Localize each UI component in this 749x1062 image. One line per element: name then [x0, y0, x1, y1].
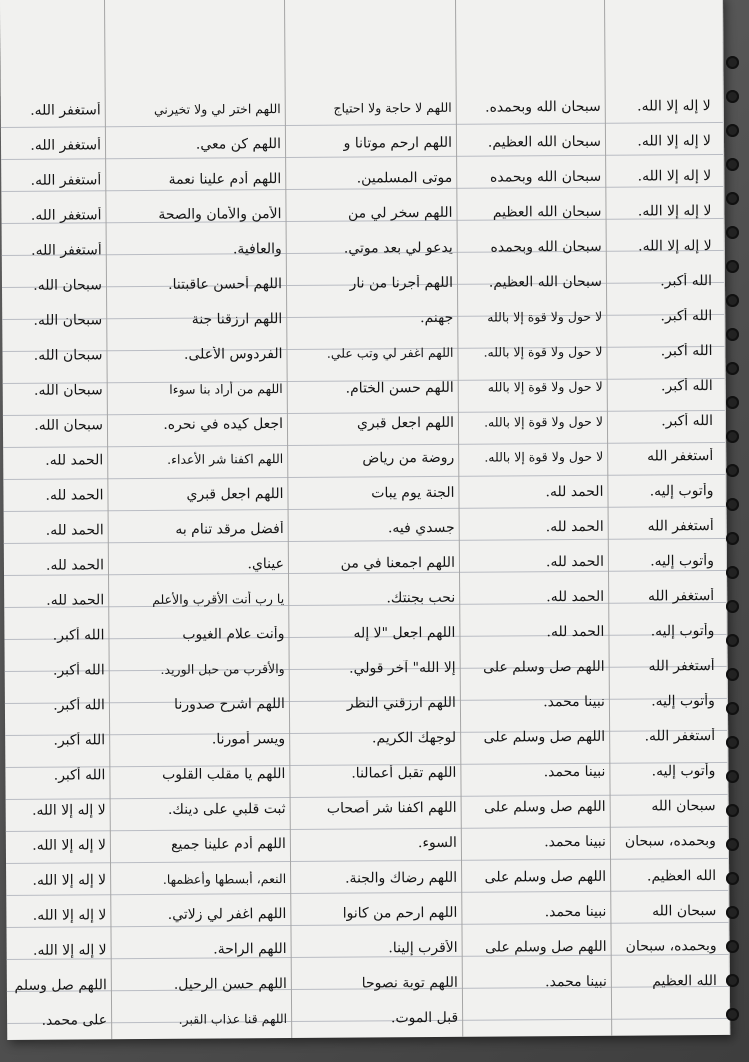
col3-line: اللهم أجرنا من نار	[349, 274, 454, 292]
binding-hole	[726, 532, 739, 545]
col1-line: الله أكبر.	[661, 413, 714, 430]
col2-line: سبحان الله وبحمده	[490, 238, 602, 256]
col5-line: الله أكبر.	[53, 732, 106, 749]
column-duas-a	[284, 0, 462, 1038]
col2-line: نبينا محمد.	[545, 973, 607, 991]
binding-hole	[726, 668, 739, 681]
col4-line: اللهم أدم علينا جميع	[171, 836, 286, 853]
binding-hole	[726, 1008, 739, 1021]
col3-line: اللهم ارزقني النظر	[346, 694, 456, 712]
binding-hole	[726, 124, 739, 137]
col5-line: لا إله إلا الله.	[32, 942, 107, 959]
col3-line: إلا الله" آخر قولي.	[349, 659, 456, 677]
col5-line: سبحان الله.	[33, 312, 103, 329]
col4-line: ويسر أمورنا.	[211, 731, 286, 748]
col1-line: أستغفر الله	[647, 588, 715, 605]
binding-hole	[726, 362, 739, 375]
column-istighfar	[0, 0, 111, 1040]
col4-line: يا رب أنت الأقرب والأعلم	[152, 591, 285, 607]
binding-hole	[726, 226, 739, 239]
binding-hole	[726, 430, 739, 443]
column-tasbih	[455, 0, 611, 1037]
col4-line: اللهم اغفر لي زلاتي.	[167, 906, 287, 923]
col5-line: سبحان الله.	[34, 417, 104, 434]
binding-hole	[726, 260, 739, 273]
col4-line: عيناي.	[247, 556, 285, 573]
col4-line: اللهم كن معي.	[195, 136, 282, 153]
col2-line: اللهم صل وسلم على	[484, 868, 607, 886]
binding-hole	[726, 804, 739, 817]
binding-hole	[726, 634, 739, 647]
column-tahlil	[604, 0, 721, 1036]
col2-line: لا حول ولا قوة إلا بالله.	[483, 343, 603, 360]
col3-line: لوجهك الكريم.	[371, 729, 457, 747]
binding-hole	[726, 566, 739, 579]
binding-hole	[726, 464, 739, 477]
col3-line: قبل الموت.	[390, 1009, 459, 1027]
col2-line: نبينا محمد.	[543, 693, 605, 711]
col5-line: لا إله إلا الله.	[31, 802, 106, 819]
binding-hole	[726, 396, 739, 409]
col5-line: لا إله إلا الله.	[32, 837, 106, 854]
col2-line: لا حول ولا قوة إلا بالله.	[484, 448, 604, 465]
col3-line: اللهم رضاك والجنة.	[345, 869, 458, 887]
col3-line: نحب بجنتك.	[386, 589, 456, 607]
col3-line: روضة من رياض	[362, 449, 455, 467]
binding-hole	[726, 940, 739, 953]
spiral-binding	[719, 0, 749, 1062]
col4-line: اللهم من أراد بنا سوءا	[169, 381, 283, 397]
col5-line: الله أكبر.	[53, 697, 105, 714]
col2-line: نبينا محمد.	[544, 903, 607, 921]
binding-hole	[726, 158, 739, 171]
col5-line: أستغفر الله.	[31, 242, 102, 259]
col2-line: اللهم صل وسلم على	[483, 658, 605, 676]
col1-line: أستغفر الله.	[644, 728, 716, 745]
binding-hole	[726, 838, 739, 851]
col2-line: سبحان الله العظيم.	[487, 133, 602, 151]
binding-hole	[726, 294, 739, 307]
col1-line: الله أكبر.	[660, 308, 713, 325]
col5-line: أستغفر الله.	[30, 207, 102, 224]
col4-line: الأمن والأمان والصحة	[158, 206, 282, 223]
col2-line: لا حول ولا قوة إلا بالله.	[483, 413, 604, 430]
col3-line: اللهم ارحم من كانوا	[342, 904, 458, 922]
col5-line: سبحان الله.	[33, 277, 103, 294]
col4-line: ثبت قلبي على دينك.	[167, 801, 286, 818]
col4-line: اللهم حسن الرحيل.	[173, 976, 287, 993]
col5-line: اللهم صل وسلم	[14, 977, 107, 994]
col3-line: السوء.	[417, 834, 457, 852]
binding-hole	[726, 906, 739, 919]
col4-line: اللهم اكفنا شر الأعداء.	[167, 451, 284, 467]
col5-line: الحمد لله.	[45, 487, 104, 504]
col3-line: الأقرب إلينا.	[388, 939, 458, 957]
col2-line: اللهم صل وسلم على	[484, 798, 606, 816]
col3-line: اللهم توبة نصوحا	[361, 974, 458, 992]
col5-line: سبحان الله.	[33, 382, 103, 399]
col1-line: لا إله إلا الله.	[637, 168, 712, 185]
col1-line: لا إله إلا الله.	[638, 238, 712, 255]
col1-line: الله أكبر.	[660, 273, 713, 290]
col4-line: اجعل كيده في نحره.	[163, 416, 284, 433]
col1-line: أستغفر الله	[646, 448, 714, 465]
col5-line: الحمد لله.	[45, 557, 105, 574]
col1-line: وأتوب إليه.	[649, 483, 714, 500]
col2-line: نبينا محمد.	[543, 763, 606, 781]
binding-hole	[726, 702, 739, 715]
col3-line: جهنم.	[420, 309, 454, 327]
col1-line: الله العظيم	[652, 973, 717, 990]
col3-line: اللهم اجمعنا في من	[340, 554, 455, 572]
col2-line: الحمد لله.	[546, 588, 605, 606]
col2-line: الحمد لله.	[545, 553, 604, 571]
col1-line: الله أكبر.	[660, 343, 713, 360]
col5-line: أستغفر الله.	[30, 137, 102, 154]
col4-line: وأنت علام الغيوب	[182, 626, 285, 643]
col2-line: الحمد لله.	[546, 623, 605, 641]
col5-line: أستغفر الله.	[30, 102, 101, 119]
col1-line: لا إله إلا الله.	[637, 203, 712, 220]
col1-line: الله أكبر.	[660, 378, 713, 395]
col4-line: اللهم الراحة.	[213, 941, 287, 958]
col1-line: سبحان الله	[652, 903, 717, 920]
binding-hole	[726, 974, 739, 987]
col2-line: سبحان الله العظيم.	[488, 273, 603, 291]
col1-line: وأتوب إليه.	[651, 763, 716, 780]
binding-hole	[726, 872, 739, 885]
col3-line: اللهم ارحم موتانا و	[343, 134, 453, 152]
col2-line: سبحان الله العظيم	[492, 203, 602, 221]
col4-line: اللهم اجعل قبري	[186, 486, 284, 503]
col3-line: اللهم تقبل أعمالنا.	[351, 764, 457, 782]
col1-line: الله العظيم.	[646, 868, 717, 885]
col3-line: موتى المسلمين.	[356, 169, 453, 187]
col3-line: اللهم اغفر لي وتب علي.	[326, 344, 454, 361]
col5-line: الحمد لله.	[46, 592, 105, 609]
col4-line: اللهم اشرح صدورنا	[174, 696, 285, 713]
col1-line: سبحان الله	[651, 798, 716, 815]
col2-line: لا حول ولا قوة إلا بالله	[487, 308, 603, 325]
col2-line: اللهم صل وسلم على	[483, 728, 606, 746]
col4-line: أفضل مرقد تنام به	[175, 521, 284, 538]
col4-line: اللهم أدم علينا نعمة	[168, 171, 282, 188]
col4-line: والعافية.	[232, 241, 282, 258]
col1-line: وبحمده، سبحان	[624, 833, 716, 850]
col3-line: اللهم اجعل قبري	[356, 414, 455, 432]
column-duas-b	[104, 0, 291, 1039]
col5-line: أستغفر الله.	[30, 172, 102, 189]
col2-line: نبينا محمد.	[544, 833, 606, 851]
binding-hole	[726, 736, 739, 749]
col4-line: اللهم أحسن عاقبتنا.	[168, 276, 283, 293]
col2-line: اللهم صل وسلم على	[485, 938, 607, 956]
col4-line: والأقرب من حبل الوريد.	[160, 661, 285, 677]
binding-hole	[726, 328, 739, 341]
col3-line: اللهم اكفنا شر أصحاب	[326, 799, 457, 817]
binding-hole	[726, 90, 739, 103]
col4-line: النعم، أبسطها وأعظمها.	[162, 871, 287, 887]
col5-line: الله أكبر.	[53, 767, 106, 784]
col5-line: سبحان الله.	[33, 347, 103, 364]
col1-line: وأتوب إليه.	[651, 693, 715, 710]
col2-line: الحمد لله.	[545, 518, 604, 536]
col4-line: اللهم يا مقلب القلوب	[162, 766, 286, 783]
col1-line: لا إله إلا الله.	[637, 98, 711, 115]
col5-line: الله أكبر.	[52, 627, 105, 644]
col5-line: لا إله إلا الله.	[32, 907, 107, 924]
col1-line: أستغفر الله	[647, 518, 714, 535]
binding-hole	[726, 600, 739, 613]
col1-line: وأتوب إليه.	[650, 553, 714, 570]
col1-line: أستغفر الله	[648, 658, 715, 675]
binding-hole	[726, 770, 739, 783]
col3-line: جسدي فيه.	[387, 519, 455, 537]
col5-line: الحمد لله.	[45, 452, 104, 469]
col1-line: وأتوب إليه.	[650, 623, 715, 640]
col1-line: وبحمده، سبحان	[625, 938, 717, 955]
col3-line: اللهم حسن الختام.	[345, 379, 454, 397]
col4-line: اللهم اختر لي ولا تخيرني	[153, 101, 281, 117]
col3-line: اللهم اجعل "لا إله	[353, 624, 456, 642]
binding-hole	[726, 192, 739, 205]
col2-line: سبحان الله وبحمده	[489, 168, 602, 186]
col5-line: الله أكبر.	[52, 662, 105, 679]
col4-line: اللهم ارزقنا جنة	[191, 311, 283, 328]
col5-line: على محمد.	[41, 1012, 108, 1029]
col5-line: لا إله إلا الله.	[32, 872, 107, 889]
col3-line: اللهم لا حاجة ولا احتياج	[333, 99, 452, 116]
col5-line: الحمد لله.	[45, 522, 104, 539]
col3-line: يدعو لي بعد موتي.	[343, 239, 453, 257]
col2-line: الحمد لله.	[545, 483, 604, 501]
binding-hole	[726, 56, 739, 69]
col2-line: لا حول ولا قوة إلا بالله	[487, 378, 603, 395]
col4-line: الفردوس الأعلى.	[183, 346, 283, 363]
col3-line: اللهم سخر لي من	[347, 204, 453, 222]
col4-line: اللهم قنا عذاب القبر.	[178, 1011, 288, 1027]
binding-hole	[726, 498, 739, 511]
col2-line: سبحان الله وبحمده.	[485, 98, 601, 116]
col1-line: لا إله إلا الله.	[637, 133, 712, 150]
col3-line: الجنة يوم يبات	[371, 484, 455, 502]
